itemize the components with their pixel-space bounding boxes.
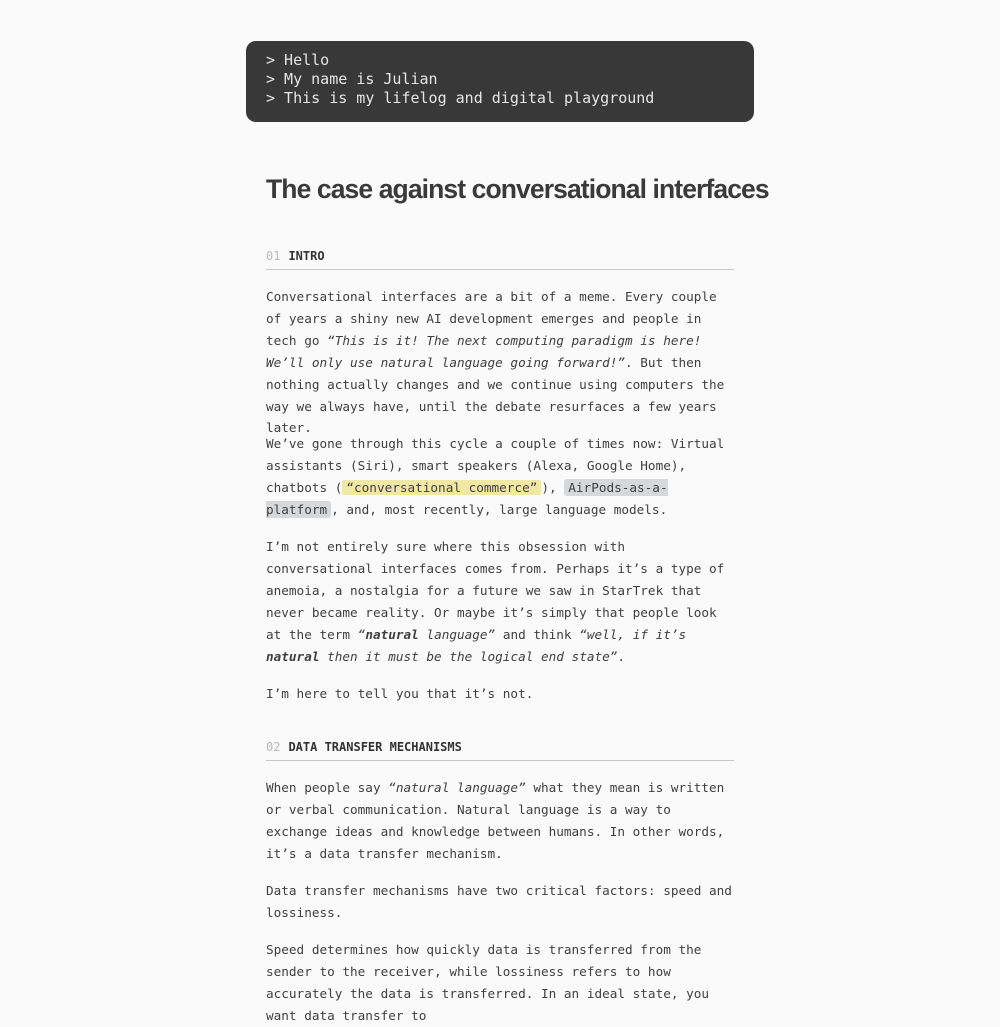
text-span: language” bbox=[418, 626, 496, 642]
text-span: . But then nothing actually changes and we continue using computers the way we always have, until the debate resurfaces a few years later. bbox=[266, 354, 725, 436]
text-span: and think bbox=[495, 626, 580, 642]
intro-terminal bbox=[246, 41, 754, 122]
paragraph: Speed determines how quickly data is transferred from the sender to the receiver, while lossiness refers to how accurately the data is transferred. In an ideal state, you want data transfer to bbox=[266, 942, 710, 1023]
bold-text: natural bbox=[365, 626, 419, 642]
conversational-commerce-link[interactable]: “conversational commerce” bbox=[342, 480, 541, 495]
quote-text: “natural language” bbox=[388, 780, 526, 795]
paragraph bbox=[266, 433, 736, 521]
section-number: 02 bbox=[266, 740, 281, 754]
section-heading-intro bbox=[266, 248, 734, 270]
quote-text: “This is it! The next computing paradigm is here! We’ll only use natural language going forward!” bbox=[266, 332, 702, 370]
text-span: . bbox=[617, 648, 626, 664]
terminal-line: > Hello bbox=[266, 51, 330, 69]
paragraph bbox=[266, 286, 736, 439]
section-number: 01 bbox=[266, 249, 281, 263]
terminal-line: > My name is Julian bbox=[266, 70, 438, 88]
text-span: then it must be the logical end state” bbox=[319, 648, 618, 664]
text-span: “well, if it’s bbox=[579, 626, 687, 642]
paragraph: Data transfer mechanisms have two critical factors: speed and lossiness. bbox=[266, 883, 732, 920]
paragraph bbox=[266, 536, 736, 667]
airpods-platform-link[interactable]: AirPods-as-a-platform bbox=[266, 479, 668, 517]
text-span: Conversational interfaces are a bit of a meme. Every couple of years a shiny new AI development emerges and people in tech go bbox=[266, 289, 717, 348]
text-span: “ bbox=[357, 626, 366, 642]
quote-text bbox=[358, 627, 496, 642]
bold-text: natural bbox=[266, 648, 320, 664]
paragraph: I’m here to tell you that it’s not. bbox=[266, 686, 534, 701]
paragraph bbox=[266, 777, 736, 865]
section-heading-data-transfer bbox=[266, 739, 734, 761]
text-span: what they mean is written or verbal communication. Natural language is a way to exchange ideas and knowledge between humans. In other words, it’s a data transfer mechanism. bbox=[266, 780, 725, 861]
text-span: When people say bbox=[266, 780, 389, 795]
text-span: I’m not entirely sure where this obsession with conversational interfaces comes from. Perhaps it’s a type of anemoia, a nostalgia for a future we saw in StarTrek that never became reality. Or maybe it’s simply that people look at the term bbox=[266, 539, 725, 642]
text-span: , and, most recently, large language models. bbox=[331, 501, 668, 517]
text-span: ), bbox=[541, 479, 565, 495]
section-name: INTRO bbox=[288, 249, 325, 263]
text-span: We’ve gone through this cycle a couple of times now: Virtual assistants (Siri), smart speakers (Alexa, Google Home), chatbots ( bbox=[266, 436, 725, 495]
section-name: DATA TRANSFER MECHANISMS bbox=[288, 740, 462, 754]
terminal-line: > This is my lifelog and digital playground bbox=[266, 89, 655, 107]
article-title: The case against conversational interfaces bbox=[266, 174, 769, 204]
